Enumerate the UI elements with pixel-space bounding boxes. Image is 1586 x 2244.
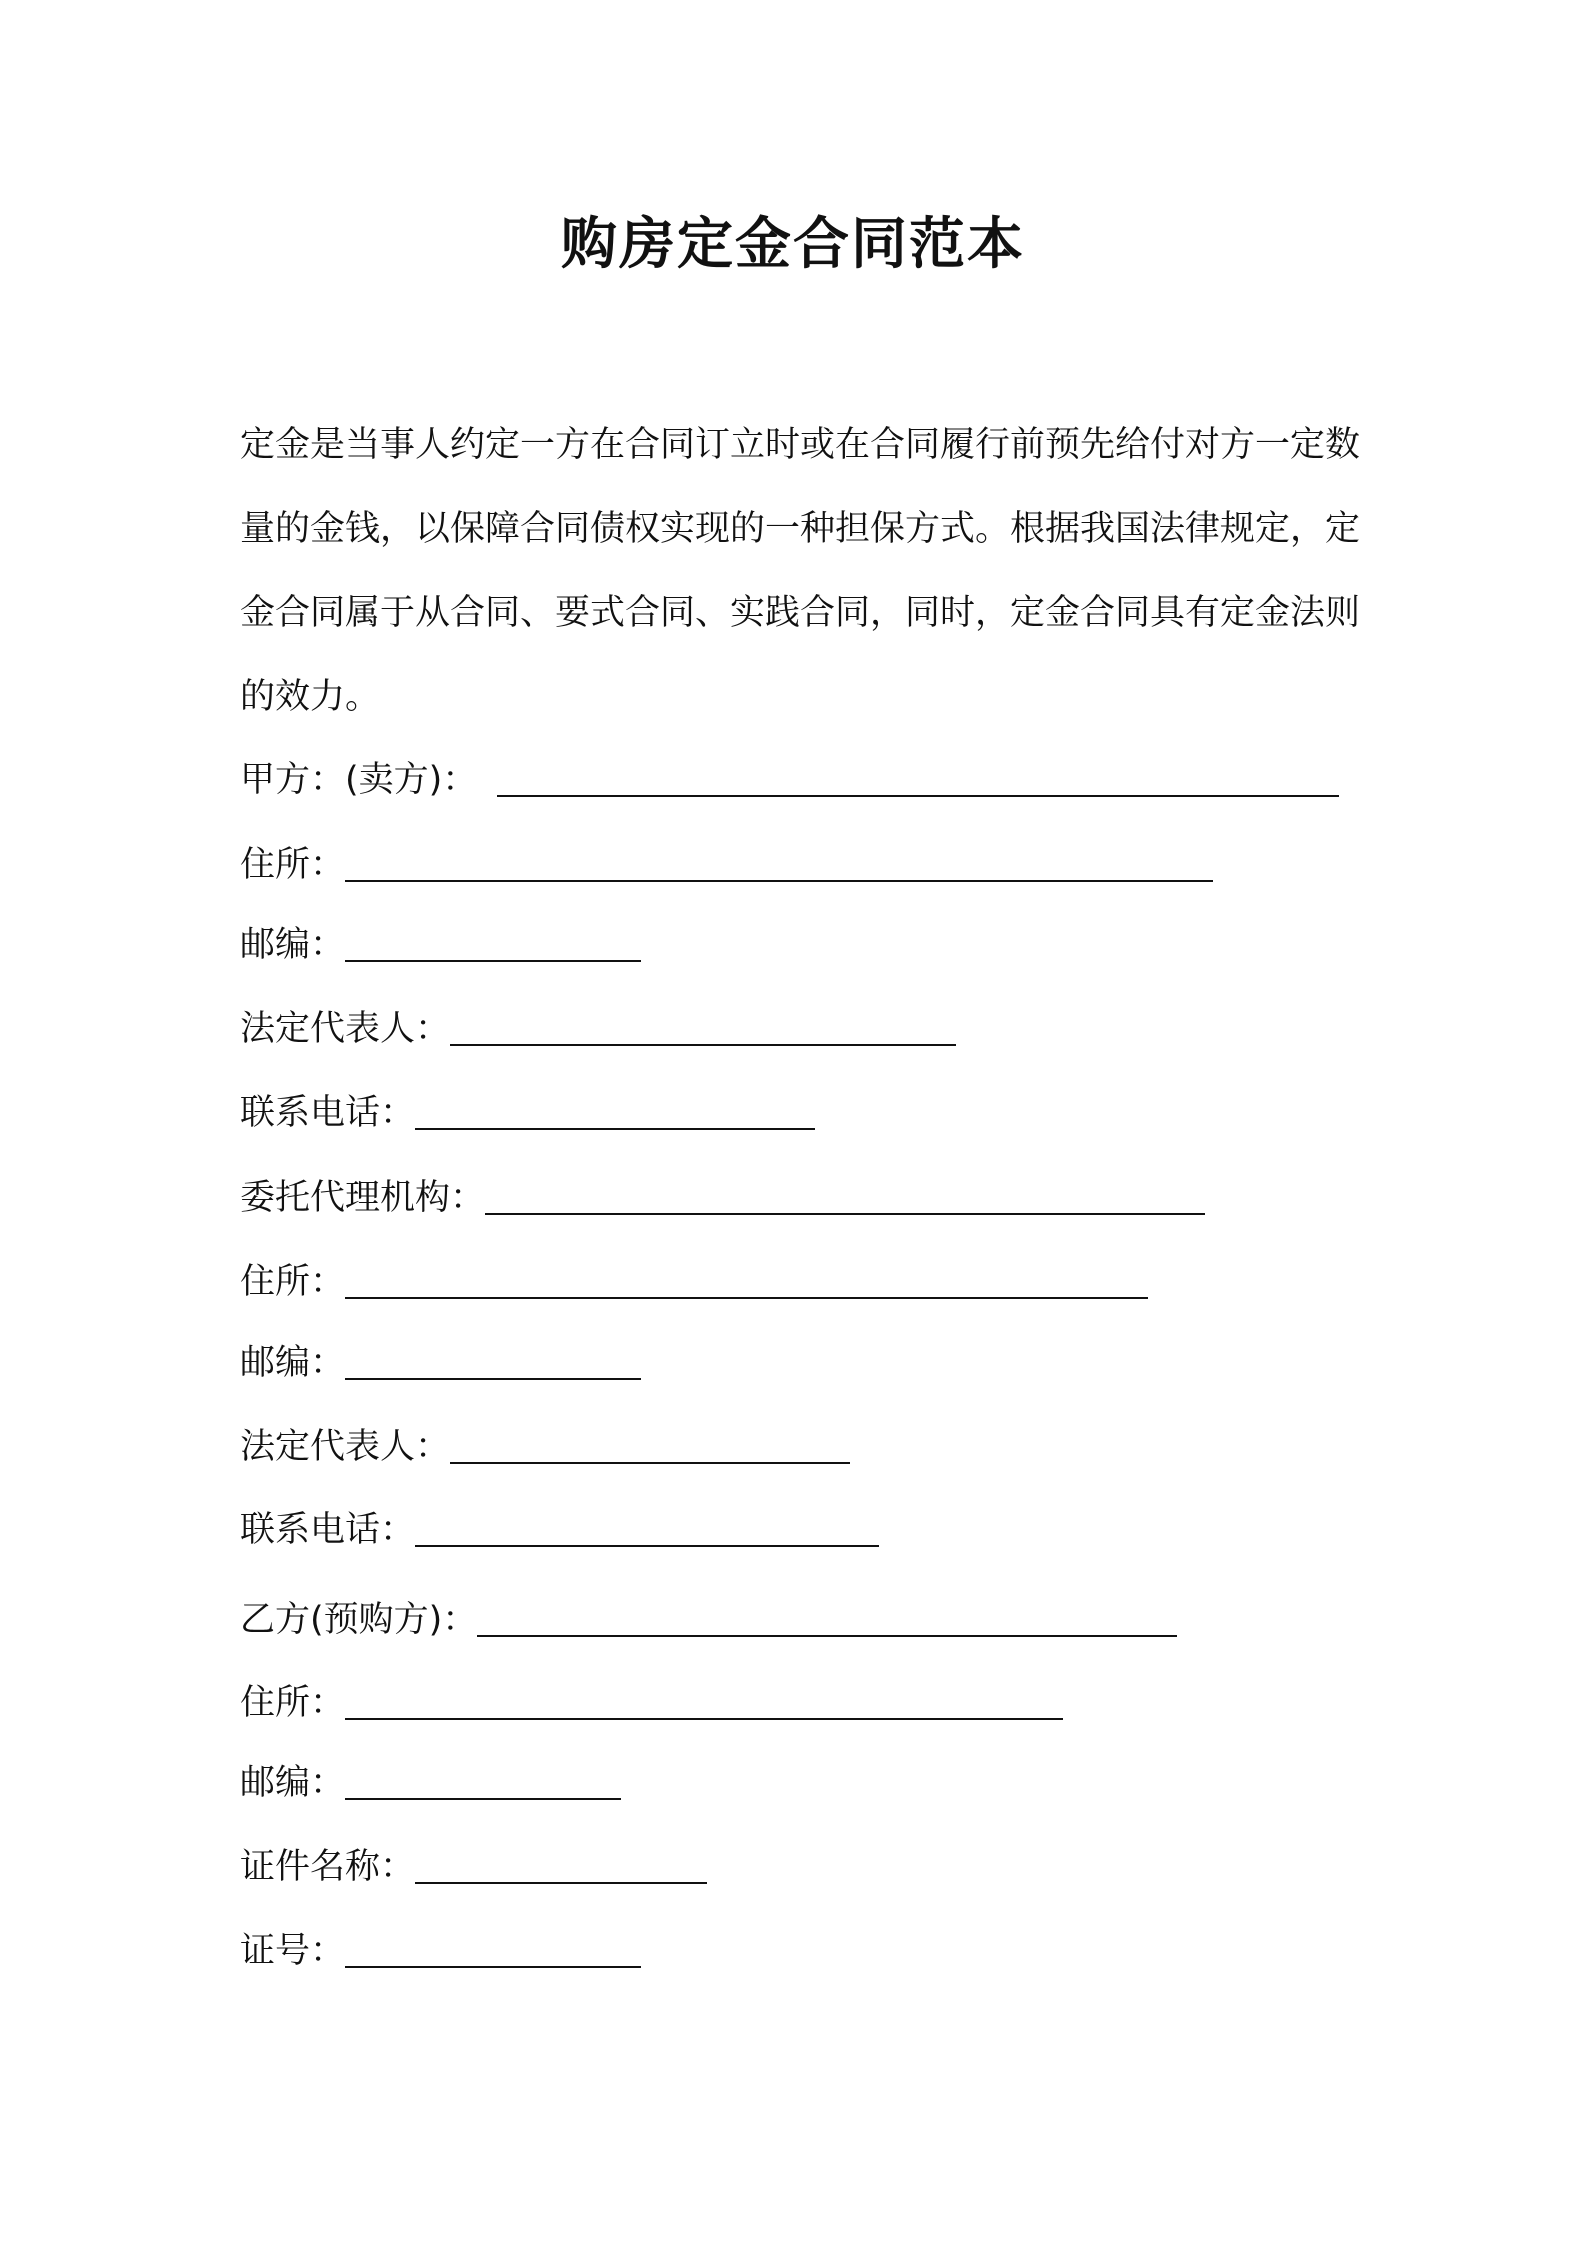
party-a-legal-rep-field <box>240 994 956 1054</box>
party-a-postcode-blank[interactable] <box>345 920 641 962</box>
agent-postcode-blank[interactable] <box>345 1338 641 1380</box>
party-b-name-blank[interactable] <box>477 1595 1177 1637</box>
document-title: 购房定金合同范本 <box>561 212 1025 277</box>
party-a-address-label: 住所： <box>240 845 346 885</box>
party-a-name-label: 甲方：(卖方)： <box>240 760 478 800</box>
party-a-legal-rep-blank[interactable] <box>450 1004 956 1046</box>
agent-postcode-label: 邮编： <box>240 1343 346 1383</box>
agent-name-blank[interactable] <box>485 1173 1205 1215</box>
agent-legal-rep-blank[interactable] <box>450 1422 850 1464</box>
agent-legal-rep-label: 法定代表人： <box>240 1427 451 1467</box>
party-b-id-type-field <box>240 1832 707 1892</box>
party-b-id-number-blank[interactable] <box>345 1926 641 1968</box>
party-b-name-label: 乙方(预购方)： <box>240 1600 478 1640</box>
party-a-postcode-label: 邮编： <box>240 925 346 965</box>
party-a-legal-rep-label: 法定代表人： <box>240 1009 451 1049</box>
party-b-postcode-field <box>240 1748 621 1808</box>
agent-name-field <box>240 1163 1205 1223</box>
agent-phone-field <box>240 1495 879 1555</box>
party-b-id-number-field <box>240 1916 641 1976</box>
party-b-postcode-blank[interactable] <box>345 1758 621 1800</box>
party-a-name-field <box>240 745 1339 805</box>
party-a-postcode-field <box>240 910 641 970</box>
agent-phone-blank[interactable] <box>415 1505 879 1547</box>
party-b-id-type-label: 证件名称： <box>240 1847 416 1887</box>
party-a-phone-label: 联系电话： <box>240 1093 416 1133</box>
party-b-address-field <box>240 1668 1063 1728</box>
party-b-id-type-blank[interactable] <box>415 1842 707 1884</box>
party-a-name-blank[interactable] <box>497 755 1339 797</box>
agent-name-label: 委托代理机构： <box>240 1178 486 1218</box>
intro-paragraph: 定金是当事人约定一方在合同订立时或在合同履行前预先给付对方一定数量的金钱，以保障合同债权实现的一种担保方式。根据我国法律规定，定金合同属于从合同、要式合同、实践合同，同时，定金合同具有定金法则的效力。 <box>240 425 1361 717</box>
party-b-name-field <box>240 1585 1177 1645</box>
party-b-address-blank[interactable] <box>345 1678 1063 1720</box>
party-b-postcode-label: 邮编： <box>240 1763 346 1803</box>
agent-legal-rep-field <box>240 1412 850 1472</box>
party-a-address-field <box>240 830 1213 890</box>
party-a-phone-blank[interactable] <box>415 1088 815 1130</box>
party-b-id-number-label: 证号： <box>240 1931 346 1971</box>
agent-address-field <box>240 1247 1148 1307</box>
agent-postcode-field <box>240 1328 641 1388</box>
party-a-phone-field <box>240 1078 815 1138</box>
agent-address-label: 住所： <box>240 1262 346 1302</box>
party-b-address-label: 住所： <box>240 1683 346 1723</box>
party-a-address-blank[interactable] <box>345 840 1213 882</box>
agent-phone-label: 联系电话： <box>240 1510 416 1550</box>
agent-address-blank[interactable] <box>345 1257 1148 1299</box>
